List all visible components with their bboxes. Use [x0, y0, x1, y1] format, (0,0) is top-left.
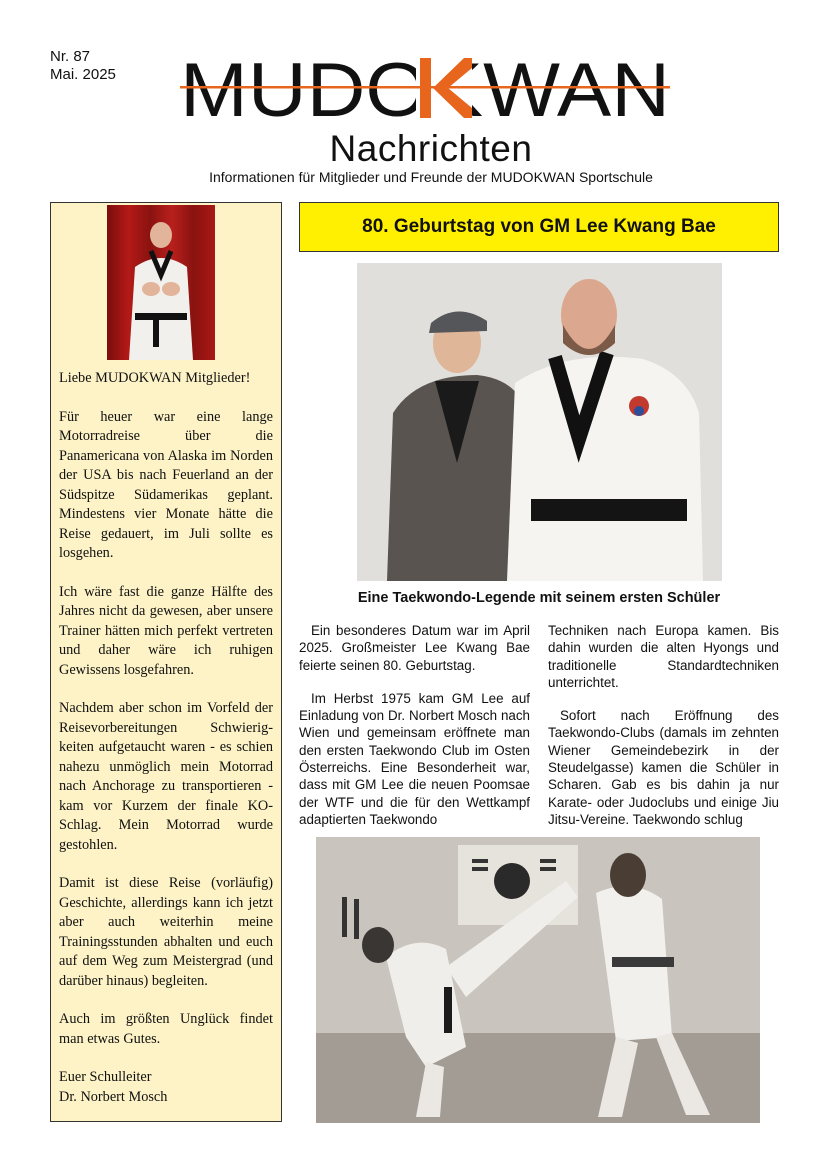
letter-paragraph: Nachdem aber schon im Vorfeld der Reisevorbereitungen Schwierig-keiten aufgetaucht waren - es schien nahezu unmöglich mein Motorrad nach Anchorage zu transportieren - kam vor Kurzem der finale KO-Schlag. Mein Motorrad wurde gestohlen. — [59, 700, 273, 853]
article-paragraph: Sofort nach Eröffnung des Taekwondo-Clubs (damals im zehnten Wiener Gemeindebezirk in der Steudelgasse) kamen die Schüler in Scharen. Gab es bis dahin ja nur Karate- oder Judoclubs und einige Jiu Jitsu-Vereine. Taekwondo schlug — [548, 708, 779, 827]
letter-signoff: Euer Schulleiter — [59, 1069, 152, 1085]
article-column-right — [548, 622, 779, 844]
article-paragraph: Ein besonderes Datum war im April 2025. Großmeister Lee Kwang Bae feierte seinen 80. Geburtstag. — [299, 623, 530, 673]
article-photo-historic-kick — [316, 837, 760, 1123]
article-paragraph: Techniken nach Europa kamen. Bis dahin wurden die alten Hyongs und traditionelle Standardtechniken unterrichtet. — [548, 623, 779, 690]
article-headline: 80. Geburtstag von GM Lee Kwang Bae — [299, 202, 779, 252]
masthead-subtitle: Informationen für Mitglieder und Freunde der MUDOKWAN Sportschule — [209, 169, 653, 185]
logo-line — [180, 86, 670, 89]
issue-number: Nr. 87 — [50, 48, 91, 65]
article-paragraph: Im Herbst 1975 kam GM Lee auf Einladung von Dr. Norbert Mosch nach Wien und gemeinsam eröffnete man den ersten Taekwondo Club im Osten Österreichs. Eine Besonderheit war, dass mit GM Lee die neuen Poomsae der WTF und die für den Wettkampf adaptierten Taekwondo — [299, 690, 530, 827]
editor-portrait — [107, 205, 215, 360]
article-column-left — [299, 622, 530, 844]
editorial-sidebar — [50, 202, 282, 1122]
issue-date: Mai. 2025 — [50, 66, 116, 83]
letter-paragraph: Damit ist diese Reise (vorläufig) Geschichte, allerdings kann ich jetzt aber auch weiterhin meine Trainingsstunden abhalten und euch auf dem Weg zum Meistergrad (und darüber hinaus) begleiten. — [59, 875, 273, 989]
letter-signature: Dr. Norbert Mosch — [59, 1088, 168, 1105]
photo-caption: Eine Taekwondo-Legende mit seinem ersten Schüler — [357, 590, 721, 606]
letter-paragraph: Ich wäre fast die ganze Hälfte des Jahres nicht da gewesen, aber unsere Trainer hätten mich perfekt vertreten und daher wäre ich ruhigen Gewissens losgefahren. — [59, 583, 273, 678]
mudokwan-logo — [180, 52, 670, 124]
issue-info — [50, 48, 116, 84]
masthead-title: Nachrichten — [329, 128, 533, 169]
editorial-letter — [59, 369, 273, 1107]
letter-paragraph: Für heuer war eine lange Motorradreise über die Panamericana von Alaska im Norden der USA bis nach Feuerland an der Südspitze Südamerikas geplant. Mindestens vier Monate hätte die Reise gedauert, im Juli sollte es losgehen. — [59, 408, 273, 561]
letter-paragraph: Auch im größten Unglück findet man etwas Gutes. — [59, 1011, 273, 1047]
letter-greeting: Liebe MUDOKWAN Mitglieder! — [59, 370, 251, 386]
article-photo-birthday — [357, 263, 722, 581]
